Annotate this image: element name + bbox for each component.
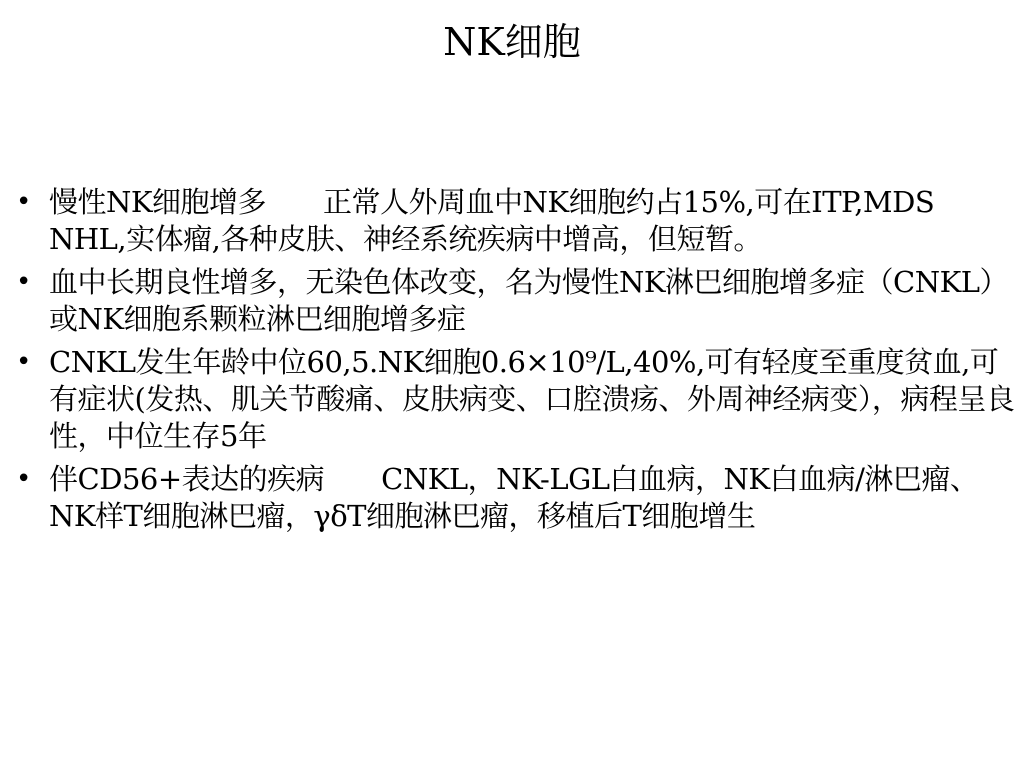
bullet-item-long-term bbox=[14, 264, 1018, 338]
slide-title: NK细胞 bbox=[443, 20, 581, 64]
bullet-dot-icon: • bbox=[16, 464, 31, 494]
bullet-text: 血中长期良性增多，无染色体改变，名为慢性NK淋巴细胞增多症（CNKL）或NK细胞系颗粒淋巴细胞增多症 bbox=[49, 265, 1009, 336]
bullet-text: CNKL发生年龄中位60,5.NK细胞0.6×10⁹/L,40%,可有轻度至重度贫血,可有症状(发热、肌关节酸痛、皮肤病变、口腔溃疡、外周神经病变），病程呈良性，中位生存5年 bbox=[49, 345, 1015, 453]
bullet-text: 慢性NK细胞增多 正常人外周血中NK细胞约占15%,可在ITP,MDS NHL,实体瘤,各种皮肤、神经系统疾病中增高，但短暂。 bbox=[49, 185, 935, 256]
bullet-list bbox=[14, 184, 1018, 541]
bullet-dot-icon: • bbox=[16, 187, 31, 217]
bullet-item-chronic-nk bbox=[14, 184, 1018, 258]
bullet-dot-icon: • bbox=[16, 267, 31, 297]
bullet-item-cd56 bbox=[14, 461, 1018, 535]
bullet-text: 伴CD56+表达的疾病 CNKL，NK-LGL白血病，NK白血病/淋巴瘤、NK样T细胞淋巴瘤，γδT细胞淋巴瘤，移植后T细胞增生 bbox=[49, 462, 979, 533]
bullet-dot-icon: • bbox=[16, 347, 31, 377]
bullet-item-cnkl bbox=[14, 344, 1018, 455]
